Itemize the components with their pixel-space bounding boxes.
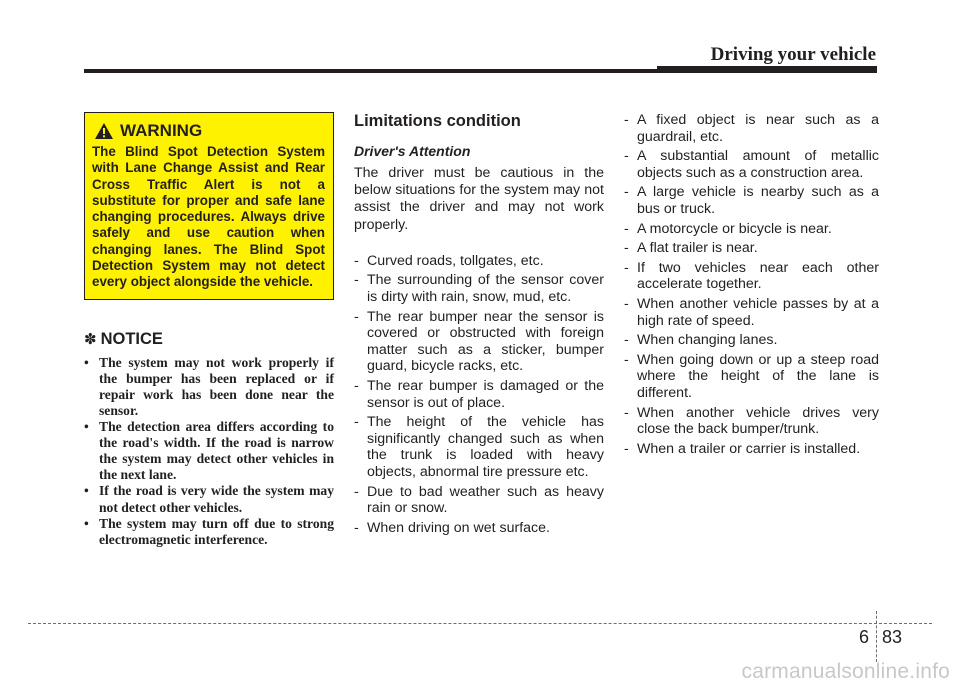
limitations-intro: The driver must be cautious in the below situations for the system may not assist the driver and may not work properly. [354, 165, 604, 233]
list-item: - When driving on wet surface. [354, 519, 550, 536]
notice-mark-icon: ✽ [84, 331, 97, 349]
notice-heading [84, 330, 334, 349]
limitations-title: Limitations condition [354, 112, 521, 130]
header-rule [84, 69, 877, 73]
notice-item: • If the road is very wide the system may not detect other vehicles. [84, 483, 334, 515]
notice-list [84, 355, 334, 548]
list-item: - A motorcycle or bicycle is near. [624, 220, 832, 237]
list-item: - A large vehicle is nearby such as a bus or truck. [624, 184, 879, 217]
footer-rule [28, 623, 932, 624]
warning-text: The Blind Spot Detection System with Lane Change Assist and Rear Cross Traffic Alert is not a substitute for proper and safe lane changing procedures. Always drive safely and use caution when changing lanes. The Blind Spot Detection System may not detect every object alongside the vehicle. [92, 144, 325, 290]
list-item: - The height of the vehicle has significantly changed such as when the trunk is loaded with heavy objects, abnormal tire pressure etc. [354, 414, 604, 480]
warning-header [94, 121, 325, 141]
page-number: 83 [882, 627, 903, 647]
footer-divider [876, 611, 877, 662]
list-item: - The rear bumper is damaged or the sensor is out of place. [354, 377, 604, 411]
list-item: - Due to bad weather such as heavy rain or snow. [354, 483, 604, 517]
drivers-attention-subtitle: Driver's Attention [354, 143, 471, 159]
list-item: - When another vehicle drives very close the back bumper/trunk. [624, 404, 879, 438]
column-left [84, 112, 334, 548]
warning-title: WARNING [120, 121, 203, 140]
notice-item: • The system may not work properly if the bumper has been replaced or if repair work has been done near the sensor. [84, 354, 334, 418]
warning-box [84, 112, 334, 300]
list-item: - A fixed object is near such as a guardrail, etc. [624, 112, 879, 145]
list-item: - When another vehicle passes by at a high rate of speed. [624, 295, 879, 329]
chapter-number: 6 [859, 627, 870, 647]
notice-item: • The system may turn off due to strong electromagnetic interference. [84, 515, 334, 547]
watermark: carmanualsonline.info [741, 660, 950, 683]
list-item: - The surrounding of the sensor cover is dirty with rain, snow, mud, etc. [354, 272, 604, 305]
list-item: - When going down or up a steep road where the height of the lane is different. [624, 351, 879, 401]
column-right [624, 112, 879, 460]
column-middle [354, 112, 604, 539]
list-item: - When a trailer or carrier is installed. [624, 440, 861, 457]
list-item: - A flat trailer is near. [624, 240, 758, 257]
warning-triangle-icon [94, 122, 114, 140]
limitations-list-middle [354, 253, 604, 537]
list-item: - A substantial amount of metallic objects such as a construction area. [624, 148, 879, 181]
list-item: - Curved roads, tollgates, etc. [354, 252, 544, 269]
notice-item: • The detection area differs according to the road's width. If the road is narrow the system may detect other vehicles in the next lane. [84, 419, 334, 483]
limitations-list-right [624, 112, 879, 457]
list-item: - The rear bumper near the sensor is covered or obstructed with foreign matter such as a sticker, bumper guard, bicycle racks, etc. [354, 308, 604, 375]
page-header-title: Driving your vehicle [710, 44, 876, 65]
list-item: - When changing lanes. [624, 332, 778, 349]
notice-title: NOTICE [100, 329, 163, 348]
list-item: - If two vehicles near each other accelerate together. [624, 259, 879, 293]
